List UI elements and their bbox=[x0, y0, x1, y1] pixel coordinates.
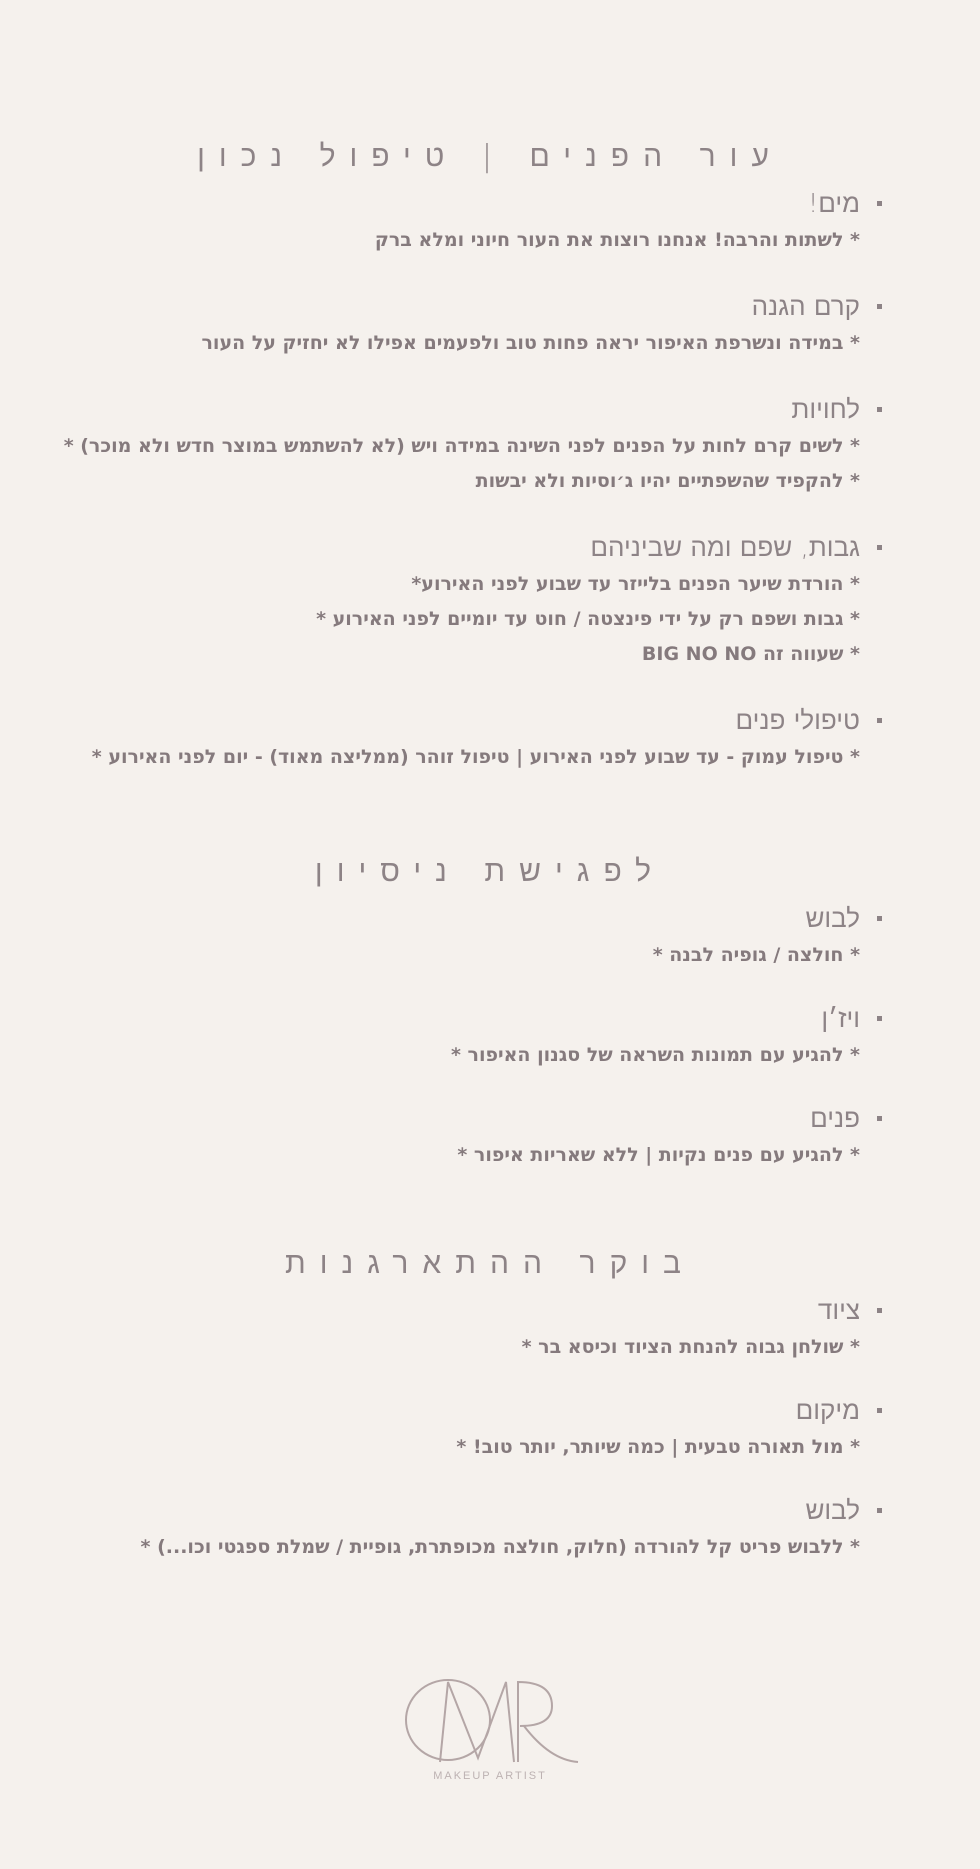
item-heading-text: ויז׳ן bbox=[821, 1004, 860, 1034]
item-water bbox=[0, 185, 880, 258]
section-title: לפגישת ניסיון bbox=[314, 854, 666, 889]
bullet-icon bbox=[877, 1116, 882, 1121]
item-heading bbox=[0, 185, 880, 223]
item-detail: * שולחן גבוה להנחת הציוד וכיסא בר * bbox=[521, 1336, 860, 1358]
item-heading-text: לבוש bbox=[805, 1496, 860, 1526]
bullet-icon bbox=[877, 407, 882, 412]
item-detail: * מול תאורה טבעית | כמה שיותר, יותר טוב! * bbox=[456, 1436, 860, 1458]
bullet-icon bbox=[877, 1016, 882, 1021]
item-heading-text: פנים bbox=[810, 1104, 860, 1134]
item-face bbox=[0, 1100, 880, 1173]
item-detail: * להגיע עם תמונות השראה של סגנון האיפור * bbox=[450, 1044, 860, 1066]
bullet-icon bbox=[877, 201, 882, 206]
item-detail: * טיפול עמוק - עד שבוע לפני האירוע | טיפול זוהר (ממליצה מאוד) - יום לפני האירוע * bbox=[91, 746, 860, 768]
section-title: עור הפנים | טיפול נכון bbox=[197, 139, 783, 174]
section-morning-prep bbox=[0, 1242, 980, 1565]
item-heading-text: מים! bbox=[807, 189, 860, 219]
item-heading-text: לבוש bbox=[805, 904, 860, 934]
bullet-icon bbox=[877, 718, 882, 723]
bullet-icon bbox=[877, 1508, 882, 1513]
item-detail: * ללבוש פריט קל להורדה (חלוק, חולצה מכופתרת, גופיית / שמלת ספגטי וכו...) * bbox=[140, 1536, 860, 1558]
section-skin-care bbox=[0, 135, 980, 775]
item-detail: * לשים קרם לחות על הפנים לפני השינה במידה ויש (לא להשתמש במוצר חדש ולא מוכר) * bbox=[63, 435, 860, 457]
item-location bbox=[0, 1392, 880, 1465]
item-detail: * שעווה זה BIG NO NO bbox=[641, 643, 860, 665]
item-heading bbox=[0, 1392, 880, 1430]
item-detail: * גבות ושפם רק על ידי פינצטה / חוט עד יומיים לפני האירוע * bbox=[316, 608, 860, 630]
item-facials bbox=[0, 702, 880, 775]
item-heading bbox=[0, 1492, 880, 1530]
item-brows bbox=[0, 529, 880, 672]
section-title: בוקר ההתארגנות bbox=[285, 1246, 695, 1281]
bullet-icon bbox=[877, 1408, 882, 1413]
item-detail: * במידה ונשרפת האיפור יראה פחות טוב ולפעמים אפילו לא יחזיק על העור bbox=[201, 332, 860, 354]
item-equipment bbox=[0, 1292, 880, 1365]
item-heading-text: מיקום bbox=[795, 1396, 860, 1426]
logo-caption: MAKEUP ARTIST bbox=[433, 1770, 547, 1782]
item-heading-text: ציוד bbox=[817, 1296, 860, 1326]
item-heading-text: גבות, שפם ומה שביניהם bbox=[590, 533, 860, 563]
item-clothing bbox=[0, 900, 880, 973]
section-trial-meeting bbox=[0, 850, 980, 1173]
item-detail: * הורדת שיער הפנים בלייזר עד שבוע לפני האירוע* bbox=[411, 573, 860, 595]
item-heading bbox=[0, 1292, 880, 1330]
item-vision bbox=[0, 1000, 880, 1073]
item-heading-text: טיפולי פנים bbox=[735, 706, 860, 736]
item-heading bbox=[0, 702, 880, 740]
bullet-icon bbox=[877, 916, 882, 921]
item-heading bbox=[0, 529, 880, 567]
item-heading bbox=[0, 391, 880, 429]
item-moisture bbox=[0, 391, 880, 499]
item-heading-text: קרם הגנה bbox=[751, 292, 860, 322]
item-detail: * לשתות והרבה! אנחנו רוצות את העור חיוני ומלא ברק bbox=[374, 229, 860, 251]
item-heading bbox=[0, 1000, 880, 1038]
item-heading bbox=[0, 1100, 880, 1138]
item-detail: * להקפיד שהשפתיים יהיו ג׳וסיות ולא יבשות bbox=[475, 470, 860, 492]
bullet-icon bbox=[877, 1308, 882, 1313]
item-heading bbox=[0, 900, 880, 938]
item-heading-text: לחויות bbox=[791, 395, 860, 425]
bullet-icon bbox=[877, 545, 882, 550]
item-outfit bbox=[0, 1492, 880, 1565]
bullet-icon bbox=[877, 304, 882, 309]
item-heading bbox=[0, 288, 880, 326]
item-sunscreen bbox=[0, 288, 880, 361]
item-detail: * חולצה / גופיה לבנה * bbox=[652, 944, 860, 966]
item-detail: * להגיע עם פנים נקיות | ללא שאריות איפור * bbox=[457, 1144, 860, 1166]
